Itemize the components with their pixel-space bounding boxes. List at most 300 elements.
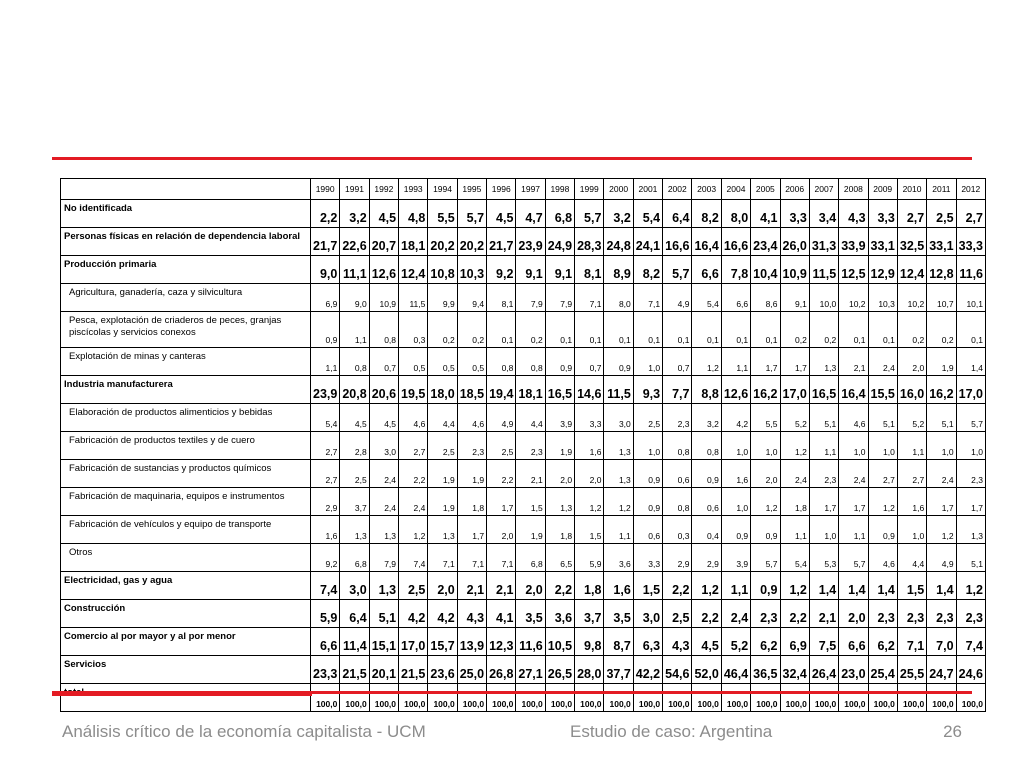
table-cell: 1,1	[897, 432, 926, 460]
table-cell: 20,7	[369, 228, 398, 256]
table-cell: 23,6	[428, 656, 457, 684]
table-cell: 4,5	[487, 200, 516, 228]
table-cell: 0,8	[692, 432, 721, 460]
table-cell: 9,2	[487, 256, 516, 284]
table-cell: 2,4	[399, 488, 428, 516]
year-header-cell: 2010	[897, 179, 926, 200]
row-label: Otros	[61, 544, 311, 572]
table-cell: 2,9	[692, 544, 721, 572]
table-cell: 9,8	[575, 628, 604, 656]
table-cell: 1,4	[868, 572, 897, 600]
table-cell: 20,2	[457, 228, 486, 256]
table-cell: 10,3	[868, 284, 897, 312]
table-cell: 1,3	[604, 432, 633, 460]
table-cell: 5,7	[751, 544, 780, 572]
table-cell: 11,5	[604, 376, 633, 404]
table-cell: 8,6	[751, 284, 780, 312]
table-cell: 2,1	[809, 600, 838, 628]
table-cell: 9,0	[311, 256, 340, 284]
table-cell: 4,2	[428, 600, 457, 628]
table-cell: 21,7	[487, 228, 516, 256]
table-cell: 15,5	[868, 376, 897, 404]
table-cell: 2,2	[780, 600, 809, 628]
table-cell: 8,1	[575, 256, 604, 284]
data-table	[60, 178, 986, 712]
table-cell: 1,0	[956, 432, 985, 460]
table-cell: 1,2	[751, 488, 780, 516]
table-cell: 8,0	[721, 200, 750, 228]
table-cell: 2,3	[751, 600, 780, 628]
table-cell: 1,1	[721, 348, 750, 376]
table-cell: 24,6	[956, 656, 985, 684]
table-cell: 32,4	[780, 656, 809, 684]
table-cell: 1,0	[721, 488, 750, 516]
table-cell: 1,7	[956, 488, 985, 516]
table-cell: 33,1	[868, 228, 897, 256]
table-cell: 1,8	[780, 488, 809, 516]
table-cell: 7,4	[956, 628, 985, 656]
table-cell: 1,0	[897, 516, 926, 544]
table-cell: 11,4	[340, 628, 369, 656]
table-cell: 1,2	[868, 488, 897, 516]
table-cell: 3,3	[633, 544, 662, 572]
table-cell: 10,2	[839, 284, 868, 312]
table-cell: 4,2	[399, 600, 428, 628]
table-cell: 3,2	[692, 404, 721, 432]
table-cell: 6,8	[340, 544, 369, 572]
table-cell: 4,9	[487, 404, 516, 432]
table-cell: 2,7	[311, 432, 340, 460]
table-cell: 2,0	[897, 348, 926, 376]
table-cell: 4,4	[428, 404, 457, 432]
table-cell: 2,3	[868, 600, 897, 628]
table-cell: 0,9	[604, 348, 633, 376]
year-header-cell: 1999	[575, 179, 604, 200]
table-cell: 16,6	[721, 228, 750, 256]
table-cell: 6,5	[545, 544, 574, 572]
table-cell: 0,1	[604, 312, 633, 348]
table-cell: 3,4	[809, 200, 838, 228]
table-cell: 18,5	[457, 376, 486, 404]
table-cell: 2,3	[897, 600, 926, 628]
table-cell: 1,3	[428, 516, 457, 544]
table-cell: 3,5	[516, 600, 545, 628]
table-cell: 16,5	[545, 376, 574, 404]
table-cell: 31,3	[809, 228, 838, 256]
table-cell: 7,1	[457, 544, 486, 572]
table-cell: 10,5	[545, 628, 574, 656]
table-cell: 20,6	[369, 376, 398, 404]
year-header-cell: 1993	[399, 179, 428, 200]
table-cell: 0,5	[399, 348, 428, 376]
table-cell: 20,1	[369, 656, 398, 684]
table-cell: 0,4	[692, 516, 721, 544]
table-cell: 8,8	[692, 376, 721, 404]
table-cell: 1,2	[927, 516, 956, 544]
table-cell: 1,9	[545, 432, 574, 460]
year-header-cell: 1990	[311, 179, 340, 200]
table-cell: 10,2	[897, 284, 926, 312]
table-cell: 2,4	[868, 348, 897, 376]
page-number: 26	[943, 722, 962, 741]
table-cell: 1,2	[956, 572, 985, 600]
table-cell: 26,0	[780, 228, 809, 256]
table-cell: 1,7	[751, 348, 780, 376]
table-cell: 1,3	[545, 488, 574, 516]
table-cell: 19,4	[487, 376, 516, 404]
table-cell: 100,0	[868, 684, 897, 712]
table-cell: 2,5	[487, 432, 516, 460]
table-cell: 100,0	[633, 684, 662, 712]
table-cell: 1,3	[369, 516, 398, 544]
table-cell: 2,3	[809, 460, 838, 488]
table-cell: 100,0	[340, 684, 369, 712]
table-cell: 0,8	[340, 348, 369, 376]
row-label: Fabricación de vehículos y equipo de transporte	[61, 516, 311, 544]
table-cell: 2,7	[897, 460, 926, 488]
table-cell: 26,5	[545, 656, 574, 684]
table-cell: 33,3	[956, 228, 985, 256]
table-cell: 4,1	[751, 200, 780, 228]
table-cell: 0,2	[897, 312, 926, 348]
table-cell: 2,1	[487, 572, 516, 600]
table-cell: 2,0	[545, 460, 574, 488]
table-cell: 100,0	[809, 684, 838, 712]
table-row	[61, 600, 986, 628]
table-cell: 5,4	[311, 404, 340, 432]
table-cell: 9,1	[545, 256, 574, 284]
table-row	[61, 656, 986, 684]
year-header-cell: 2002	[663, 179, 692, 200]
table-cell: 33,1	[927, 228, 956, 256]
table-cell: 10,9	[780, 256, 809, 284]
table-cell: 1,7	[927, 488, 956, 516]
table-cell: 6,4	[340, 600, 369, 628]
table-cell: 1,0	[868, 432, 897, 460]
table-cell: 1,6	[604, 572, 633, 600]
table-cell: 2,4	[927, 460, 956, 488]
table-cell: 100,0	[780, 684, 809, 712]
table-cell: 21,5	[340, 656, 369, 684]
table-cell: 14,6	[575, 376, 604, 404]
table-cell: 2,0	[516, 572, 545, 600]
table-cell: 1,5	[516, 488, 545, 516]
table-cell: 5,2	[897, 404, 926, 432]
table-cell: 8,0	[604, 284, 633, 312]
table-cell: 10,0	[809, 284, 838, 312]
table-cell: 0,3	[399, 312, 428, 348]
table-cell: 0,5	[457, 348, 486, 376]
table-cell: 12,4	[399, 256, 428, 284]
table-cell: 27,1	[516, 656, 545, 684]
table-cell: 12,6	[721, 376, 750, 404]
row-label: Elaboración de productos alimenticios y bebidas	[61, 404, 311, 432]
table-cell: 0,1	[868, 312, 897, 348]
table-cell: 0,1	[751, 312, 780, 348]
table-cell: 1,0	[839, 432, 868, 460]
table-cell: 4,4	[897, 544, 926, 572]
table-cell: 5,1	[956, 544, 985, 572]
table-cell: 0,1	[545, 312, 574, 348]
table-cell: 5,7	[956, 404, 985, 432]
table-cell: 3,2	[604, 200, 633, 228]
table-cell: 100,0	[692, 684, 721, 712]
table-cell: 1,3	[809, 348, 838, 376]
table-cell: 2,5	[399, 572, 428, 600]
table-cell: 28,3	[575, 228, 604, 256]
table-cell: 52,0	[692, 656, 721, 684]
table-cell: 17,0	[956, 376, 985, 404]
table-cell: 1,7	[839, 488, 868, 516]
table-cell: 3,6	[545, 600, 574, 628]
table-cell: 4,6	[457, 404, 486, 432]
table-cell: 5,5	[751, 404, 780, 432]
table-cell: 7,1	[428, 544, 457, 572]
table-cell: 1,1	[780, 516, 809, 544]
table-cell: 3,0	[340, 572, 369, 600]
table-cell: 1,8	[545, 516, 574, 544]
table-cell: 0,1	[956, 312, 985, 348]
row-label: Electricidad, gas y agua	[61, 572, 311, 600]
table-cell: 5,7	[839, 544, 868, 572]
year-header-row	[61, 179, 986, 200]
table-cell: 3,5	[604, 600, 633, 628]
table-cell: 5,1	[868, 404, 897, 432]
table-cell: 5,7	[663, 256, 692, 284]
table-cell: 12,5	[839, 256, 868, 284]
table-cell: 9,1	[780, 284, 809, 312]
table-cell: 1,7	[780, 348, 809, 376]
table-cell: 46,4	[721, 656, 750, 684]
table-cell: 20,8	[340, 376, 369, 404]
table-cell: 1,0	[633, 432, 662, 460]
data-table-container	[60, 178, 986, 712]
table-cell: 10,1	[956, 284, 985, 312]
table-cell: 0,7	[663, 348, 692, 376]
table-cell: 1,2	[692, 348, 721, 376]
table-cell: 1,2	[692, 572, 721, 600]
table-cell: 4,3	[457, 600, 486, 628]
table-cell: 0,1	[839, 312, 868, 348]
table-cell: 2,5	[633, 404, 662, 432]
table-cell: 2,3	[663, 404, 692, 432]
table-cell: 2,7	[897, 200, 926, 228]
table-row	[61, 432, 986, 460]
table-cell: 4,6	[399, 404, 428, 432]
table-cell: 42,2	[633, 656, 662, 684]
table-cell: 4,5	[369, 200, 398, 228]
table-cell: 5,1	[927, 404, 956, 432]
table-cell: 24,9	[545, 228, 574, 256]
table-cell: 12,4	[897, 256, 926, 284]
table-row	[61, 348, 986, 376]
table-cell: 2,3	[956, 600, 985, 628]
table-cell: 8,9	[604, 256, 633, 284]
table-cell: 10,9	[369, 284, 398, 312]
table-cell: 2,7	[399, 432, 428, 460]
year-header-cell: 2011	[927, 179, 956, 200]
table-cell: 0,9	[751, 572, 780, 600]
table-cell: 9,2	[311, 544, 340, 572]
table-cell: 2,7	[868, 460, 897, 488]
table-cell: 4,5	[692, 628, 721, 656]
table-cell: 16,0	[897, 376, 926, 404]
table-cell: 100,0	[545, 684, 574, 712]
table-cell: 8,1	[487, 284, 516, 312]
row-label: Explotación de minas y canteras	[61, 348, 311, 376]
table-cell: 13,9	[457, 628, 486, 656]
table-cell: 5,3	[809, 544, 838, 572]
table-cell: 4,1	[487, 600, 516, 628]
table-cell: 2,1	[457, 572, 486, 600]
table-cell: 4,7	[516, 200, 545, 228]
row-label: Fabricación de sustancias y productos químicos	[61, 460, 311, 488]
table-cell: 0,1	[721, 312, 750, 348]
table-cell: 2,1	[516, 460, 545, 488]
table-cell: 24,1	[633, 228, 662, 256]
table-cell: 2,4	[369, 460, 398, 488]
table-cell: 0,9	[721, 516, 750, 544]
row-label: Industria manufacturera	[61, 376, 311, 404]
table-cell: 5,1	[369, 600, 398, 628]
table-cell: 54,6	[663, 656, 692, 684]
table-cell: 2,0	[751, 460, 780, 488]
table-cell: 7,7	[663, 376, 692, 404]
table-cell: 23,4	[751, 228, 780, 256]
table-cell: 6,6	[721, 284, 750, 312]
table-cell: 21,7	[311, 228, 340, 256]
table-cell: 2,7	[956, 200, 985, 228]
table-cell: 5,9	[575, 544, 604, 572]
table-cell: 6,6	[839, 628, 868, 656]
table-cell: 1,3	[340, 516, 369, 544]
table-cell: 1,3	[956, 516, 985, 544]
table-cell: 32,5	[897, 228, 926, 256]
table-cell: 0,9	[633, 488, 662, 516]
table-cell: 3,9	[721, 544, 750, 572]
table-cell: 1,1	[721, 572, 750, 600]
table-cell: 100,0	[575, 684, 604, 712]
year-header-cell: 2003	[692, 179, 721, 200]
table-cell: 2,0	[839, 600, 868, 628]
table-cell: 1,9	[428, 460, 457, 488]
table-cell: 2,5	[340, 460, 369, 488]
table-cell: 23,9	[516, 228, 545, 256]
table-cell: 16,2	[927, 376, 956, 404]
table-row	[61, 200, 986, 228]
table-cell: 16,2	[751, 376, 780, 404]
table-cell: 0,7	[369, 348, 398, 376]
table-cell: 25,4	[868, 656, 897, 684]
table-cell: 17,0	[780, 376, 809, 404]
table-cell: 5,7	[575, 200, 604, 228]
table-cell: 19,5	[399, 376, 428, 404]
table-cell: 9,0	[340, 284, 369, 312]
row-label: Servicios	[61, 656, 311, 684]
table-row	[61, 404, 986, 432]
table-cell: 0,1	[663, 312, 692, 348]
table-cell: 1,5	[897, 572, 926, 600]
table-cell: 2,7	[311, 460, 340, 488]
table-cell: 24,8	[604, 228, 633, 256]
table-cell: 100,0	[956, 684, 985, 712]
table-cell: 0,9	[311, 312, 340, 348]
table-cell: 0,1	[633, 312, 662, 348]
table-cell: 16,4	[839, 376, 868, 404]
table-cell: 2,3	[516, 432, 545, 460]
table-cell: 11,5	[809, 256, 838, 284]
year-header-cell: 1991	[340, 179, 369, 200]
table-cell: 2,4	[369, 488, 398, 516]
table-cell: 4,9	[927, 544, 956, 572]
table-cell: 5,4	[780, 544, 809, 572]
table-cell: 11,1	[340, 256, 369, 284]
table-cell: 0,8	[663, 432, 692, 460]
table-cell: 2,9	[663, 544, 692, 572]
table-cell: 1,2	[780, 432, 809, 460]
table-cell: 1,1	[311, 348, 340, 376]
table-cell: 3,2	[340, 200, 369, 228]
table-cell: 16,4	[692, 228, 721, 256]
table-cell: 7,1	[633, 284, 662, 312]
table-cell: 2,2	[545, 572, 574, 600]
table-row	[61, 460, 986, 488]
year-header-cell: 2008	[839, 179, 868, 200]
table-cell: 18,1	[399, 228, 428, 256]
table-cell: 7,4	[311, 572, 340, 600]
row-label: Construcción	[61, 600, 311, 628]
table-cell: 0,6	[692, 488, 721, 516]
table-cell: 6,8	[545, 200, 574, 228]
table-cell: 100,0	[897, 684, 926, 712]
year-header-cell: 1992	[369, 179, 398, 200]
year-header-cell: 2005	[751, 179, 780, 200]
table-cell: 1,2	[575, 488, 604, 516]
table-cell: 8,2	[633, 256, 662, 284]
table-cell: 1,6	[311, 516, 340, 544]
table-cell: 4,3	[839, 200, 868, 228]
table-cell: 2,5	[927, 200, 956, 228]
table-cell: 8,7	[604, 628, 633, 656]
table-cell: 28,0	[575, 656, 604, 684]
table-cell: 100,0	[457, 684, 486, 712]
table-cell: 0,9	[751, 516, 780, 544]
row-label: Personas físicas en relación de dependencia laboral	[61, 228, 311, 256]
table-cell: 10,4	[751, 256, 780, 284]
table-row	[61, 684, 986, 712]
table-cell: 6,8	[516, 544, 545, 572]
table-cell: 0,7	[575, 348, 604, 376]
year-header-cell: 2012	[956, 179, 985, 200]
table-cell: 4,9	[663, 284, 692, 312]
table-cell: 1,4	[809, 572, 838, 600]
row-label: Fabricación de maquinaria, equipos e instrumentos	[61, 488, 311, 516]
table-cell: 2,3	[457, 432, 486, 460]
year-header-cell: 1994	[428, 179, 457, 200]
table-cell: 100,0	[604, 684, 633, 712]
year-header-cell: 2009	[868, 179, 897, 200]
table-cell: 11,6	[516, 628, 545, 656]
table-cell: 1,6	[575, 432, 604, 460]
table-cell: 12,3	[487, 628, 516, 656]
table-cell: 2,8	[340, 432, 369, 460]
table-row	[61, 376, 986, 404]
table-cell: 2,1	[839, 348, 868, 376]
table-cell: 2,2	[311, 200, 340, 228]
table-cell: 0,2	[457, 312, 486, 348]
footer-section-title: Estudio de caso: Argentina	[570, 722, 773, 741]
table-cell: 0,1	[487, 312, 516, 348]
